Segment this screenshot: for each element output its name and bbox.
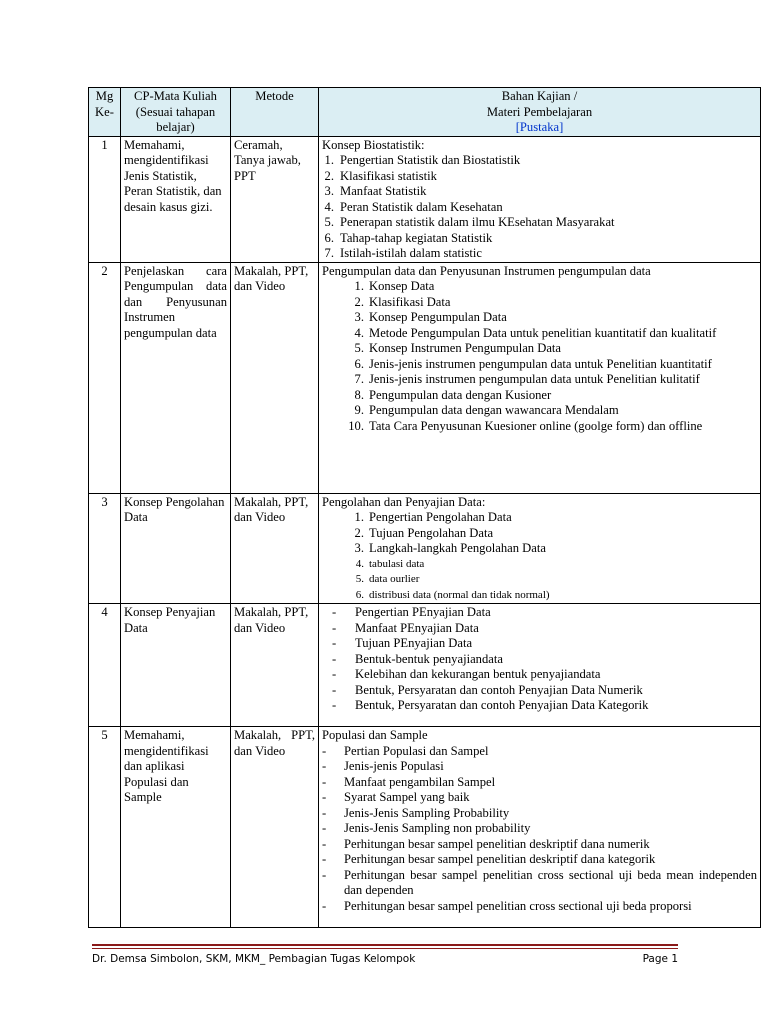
list-item xyxy=(322,744,757,760)
item-text: Konsep Instrumen Pengumpulan Data xyxy=(369,341,562,355)
item-text: Kelebihan dan kekurangan bentuk penyajiandata xyxy=(355,667,601,681)
list-item xyxy=(322,759,757,775)
materi-title: Populasi dan Sample xyxy=(322,728,428,742)
item-number: 3. xyxy=(354,310,364,324)
item-number: 2. xyxy=(354,294,364,309)
metode-cell: Makalah, PPT, dan Video xyxy=(231,493,319,604)
materi-list xyxy=(322,279,757,434)
item-text: Manfaat pengambilan Sampel xyxy=(344,774,496,789)
item-number: 7. xyxy=(354,372,364,386)
cp-cell: Konsep Pengolahan Data xyxy=(121,493,231,604)
item-text: Pengumpulan data dengan wawancara Mendalam xyxy=(369,403,619,417)
footer-author-title: Dr. Demsa Simbolon, SKM, MKM_ Pembagian Tugas Kelompok xyxy=(92,953,416,965)
item-text: Perhitungan besar sampel penelitian deskriptif dana kategorik xyxy=(344,852,656,866)
metode-cell: Makalah, PPT, dan Video xyxy=(231,262,319,493)
item-dash: - xyxy=(332,605,337,619)
syllabus-table xyxy=(88,87,761,928)
table-row xyxy=(89,727,761,928)
list-item xyxy=(322,852,757,868)
list-item xyxy=(322,246,757,262)
item-text: Bentuk, Persyaratan dan contoh Penyajian Data Kategorik xyxy=(355,698,649,712)
item-text: Metode Pengumpulan Data untuk penelitian kuantitatif dan kualitatif xyxy=(369,325,717,340)
item-dash: - xyxy=(322,774,327,789)
item-text: Langkah-langkah Pengolahan Data xyxy=(369,541,546,555)
item-number: 4. xyxy=(355,557,364,570)
list-item xyxy=(322,341,757,357)
week-number: 4 xyxy=(89,604,121,727)
item-text: Konsep Data xyxy=(369,279,435,293)
item-number: 1. xyxy=(354,279,364,293)
item-number: 1. xyxy=(354,510,364,524)
item-text: Syarat Sampel yang baik xyxy=(344,790,470,804)
item-number: 5. xyxy=(355,573,364,585)
week-number: 2 xyxy=(89,262,121,493)
list-item xyxy=(322,295,757,311)
list-item xyxy=(322,868,757,899)
item-dash: - xyxy=(332,698,337,712)
item-text: Perhitungan besar sampel penelitian deskriptif dana numerik xyxy=(344,836,650,851)
list-item xyxy=(322,541,757,557)
item-dash: - xyxy=(322,743,327,758)
list-item xyxy=(322,510,757,526)
header-metode-text: Metode xyxy=(255,89,294,103)
item-number: 6. xyxy=(324,230,334,245)
list-item xyxy=(322,372,757,388)
list-item xyxy=(322,526,757,542)
table-row xyxy=(89,493,761,604)
item-number: 4. xyxy=(354,325,364,340)
materi-cell xyxy=(319,727,761,928)
list-item xyxy=(322,184,757,200)
item-text: Tujuan Pengolahan Data xyxy=(369,525,494,540)
metode-cell: Ceramah, Tanya jawab, PPT xyxy=(231,136,319,262)
header-mg-ke xyxy=(89,88,121,137)
item-dash: - xyxy=(322,867,327,882)
week-number: 5 xyxy=(89,727,121,928)
item-text: Pengertian Statistik dan Biostatistik xyxy=(340,153,521,167)
list-item xyxy=(322,667,757,683)
item-text: Jenis-jenis Populasi xyxy=(344,759,444,773)
item-text: data ourlier xyxy=(369,573,420,585)
item-number: 8. xyxy=(354,387,364,402)
list-item xyxy=(322,775,757,791)
materi-title: Pengolahan dan Penyajian Data: xyxy=(322,494,486,509)
list-item xyxy=(322,310,757,326)
materi-title: Pengumpulan data dan Penyusunan Instrumen pengumpulan data xyxy=(322,263,651,278)
materi-title: Konsep Biostatistik: xyxy=(322,137,425,152)
item-text: Bentuk, Persyaratan dan contoh Penyajian Data Numerik xyxy=(355,682,643,697)
item-text: Jenis-jenis instrumen pengumpulan data untuk Penelitian kulitatif xyxy=(369,372,700,386)
list-item xyxy=(322,326,757,342)
page-footer xyxy=(92,952,678,968)
header-pustaka: [Pustaka] xyxy=(515,120,564,134)
list-item xyxy=(322,652,757,668)
footer-rule-top xyxy=(92,944,678,946)
item-text: Pengertian Pengolahan Data xyxy=(369,510,512,524)
item-text: Manfaat PEnyajian Data xyxy=(355,620,479,635)
item-text: Pengertian PEnyajian Data xyxy=(355,605,491,619)
item-number: 3. xyxy=(354,541,364,555)
header-cp-mata-kuliah xyxy=(121,88,231,137)
item-text: Peran Statistik dalam Kesehatan xyxy=(340,199,503,214)
item-text: Manfaat Statistik xyxy=(340,184,427,198)
item-number: 7. xyxy=(324,246,334,260)
list-item xyxy=(322,215,757,231)
item-text: tabulasi data xyxy=(369,557,425,570)
item-text: Jenis-Jenis Sampling non probability xyxy=(344,821,531,835)
list-item xyxy=(322,806,757,822)
item-text: Tujuan PEnyajian Data xyxy=(355,636,473,650)
item-dash: - xyxy=(322,790,327,804)
item-dash: - xyxy=(322,852,327,866)
list-item xyxy=(322,636,757,652)
header-bahan-line-2: Materi Pembelajaran xyxy=(486,104,593,119)
list-item xyxy=(322,557,757,573)
item-number: 2. xyxy=(324,168,334,183)
table-row xyxy=(89,262,761,493)
list-item xyxy=(322,357,757,373)
item-dash: - xyxy=(322,821,327,835)
list-item xyxy=(322,605,757,621)
list-item xyxy=(322,899,757,915)
item-text: Pertian Populasi dan Sampel xyxy=(344,743,489,758)
table-row xyxy=(89,604,761,727)
cp-cell: Konsep Penyajian Data xyxy=(121,604,231,727)
list-item xyxy=(322,837,757,853)
item-dash: - xyxy=(332,682,337,697)
list-item xyxy=(322,153,757,169)
item-text: Jenis-jenis instrumen pengumpulan data untuk Penelitian kuantitatif xyxy=(369,356,712,371)
week-number: 1 xyxy=(89,136,121,262)
list-item xyxy=(322,231,757,247)
cp-cell: Penjelaskan cara Pengumpulan data dan Penyusunan Instrumen pengumpulan data xyxy=(121,262,231,493)
item-text: Bentuk-bentuk penyajiandata xyxy=(355,651,503,666)
header-cp-text: CP-Mata Kuliah (Sesuai tahapan belajar) xyxy=(134,89,217,134)
list-item xyxy=(322,683,757,699)
materi-cell xyxy=(319,262,761,493)
item-dash: - xyxy=(332,636,337,650)
list-item xyxy=(322,572,757,588)
list-item xyxy=(322,621,757,637)
item-text: Konsep Pengumpulan Data xyxy=(369,310,507,324)
metode-cell: Makalah, PPT, dan Video xyxy=(231,604,319,727)
materi-cell xyxy=(319,604,761,727)
list-item xyxy=(322,821,757,837)
item-number: 5. xyxy=(324,215,334,229)
item-text: Tahap-tahap kegiatan Statistik xyxy=(340,230,493,245)
item-dash: - xyxy=(332,620,337,635)
item-text: Penerapan statistik dalam ilmu KEsehatan Masyarakat xyxy=(340,215,615,229)
item-dash: - xyxy=(322,898,327,913)
list-item xyxy=(322,200,757,216)
item-number: 10. xyxy=(348,418,364,433)
materi-list xyxy=(322,744,757,915)
item-text: Klasifikasi Data xyxy=(369,294,451,309)
header-bahan-kajian xyxy=(319,88,761,137)
cp-cell: Memahami, mengidentifikasi dan aplikasi Populasi dan Sample xyxy=(121,727,231,928)
item-number: 5. xyxy=(354,341,364,355)
item-dash: - xyxy=(322,836,327,851)
item-text: Tata Cara Penyusunan Kuesioner online (goolge form) dan offline xyxy=(369,418,703,433)
list-item xyxy=(322,169,757,185)
header-metode xyxy=(231,88,319,137)
item-text: distribusi data (normal dan tidak normal) xyxy=(369,588,550,601)
table-row xyxy=(89,136,761,262)
item-number: 2. xyxy=(354,525,364,540)
item-dash: - xyxy=(332,651,337,666)
header-mg-text: Mg Ke- xyxy=(95,89,114,119)
metode-cell: Makalah, PPT, dan Video xyxy=(231,727,319,928)
item-number: 3. xyxy=(324,184,334,198)
list-item xyxy=(322,790,757,806)
item-number: 6. xyxy=(354,356,364,371)
item-dash: - xyxy=(322,759,327,773)
item-number: 4. xyxy=(324,199,334,214)
item-text: Istilah-istilah dalam statistic xyxy=(340,246,482,260)
item-text: Perhitungan besar sampel penelitian cross sectional uji beda mean independen dan dependen xyxy=(344,867,757,897)
footer-page-number: Page 1 xyxy=(642,953,678,965)
footer-rule-bottom xyxy=(92,948,678,949)
list-item xyxy=(322,588,757,604)
item-number: 9. xyxy=(354,403,364,417)
item-text: Pengumpulan data dengan Kusioner xyxy=(369,387,552,402)
item-dash: - xyxy=(332,667,337,681)
cp-cell: Memahami, mengidentifikasi Jenis Statistik, Peran Statistik, dan desain kasus gizi. xyxy=(121,136,231,262)
item-number: 1. xyxy=(324,153,334,167)
materi-list xyxy=(322,153,757,262)
header-bahan-line-1: Bahan Kajian / xyxy=(501,89,578,103)
item-text: Perhitungan besar sampel penelitian cross sectional uji beda proporsi xyxy=(344,898,692,913)
week-number: 3 xyxy=(89,493,121,604)
materi-list xyxy=(322,510,757,603)
item-text: Klasifikasi statistik xyxy=(340,168,437,183)
materi-list xyxy=(322,605,757,714)
list-item xyxy=(322,279,757,295)
list-item xyxy=(322,403,757,419)
list-item xyxy=(322,419,757,435)
list-item xyxy=(322,698,757,714)
item-text: Jenis-Jenis Sampling Probability xyxy=(344,805,510,820)
item-dash: - xyxy=(322,805,327,820)
materi-cell xyxy=(319,493,761,604)
table-header-row xyxy=(89,88,761,137)
list-item xyxy=(322,388,757,404)
materi-cell xyxy=(319,136,761,262)
item-number: 6. xyxy=(355,588,364,601)
